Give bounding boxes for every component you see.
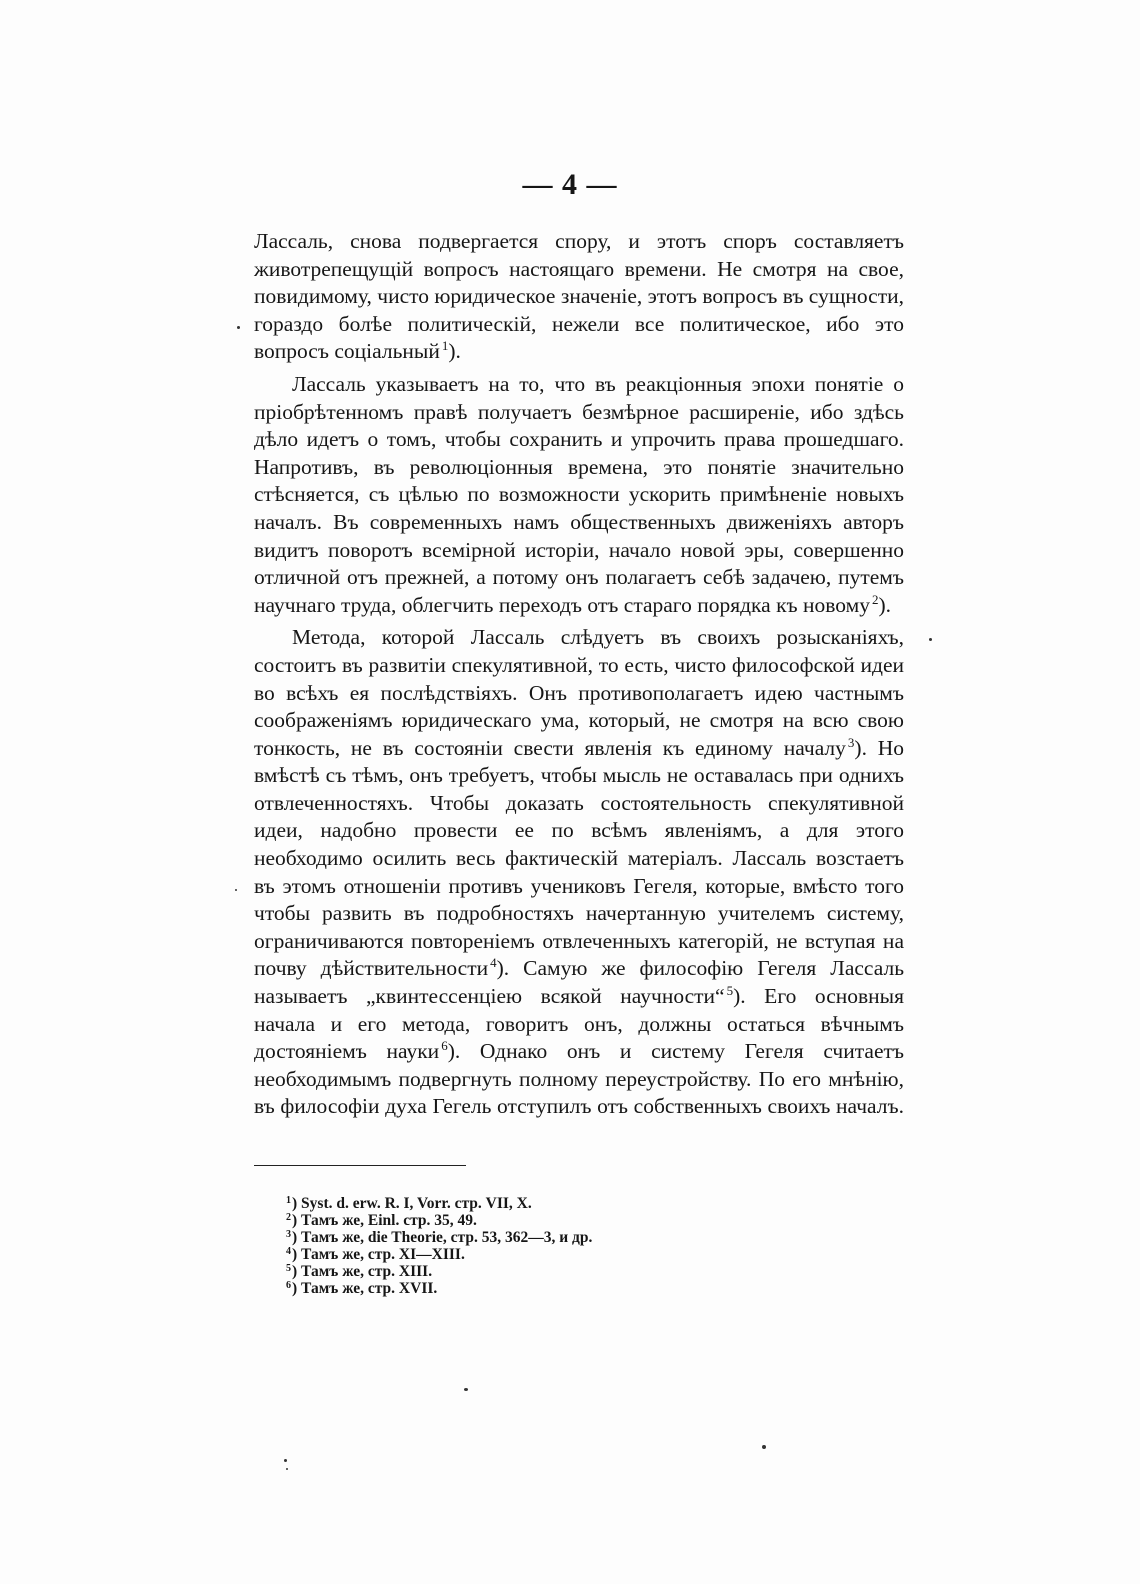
footnote-ref-6[interactable]: 6 (441, 1038, 448, 1054)
paragraph-3-part-e: ). Однако онъ и систему Гегеля считаетъ необходимымъ подвергнуть полному переустройству. По его мнѣнію, въ философіи духа Гегель отступилъ отъ собственныхъ своихъ началъ. (254, 1039, 905, 1119)
scan-speck (762, 1445, 766, 1449)
footnotes (286, 1195, 886, 1297)
paragraph-1-text: Лассаль, снова подвергается спору, и этотъ споръ составляетъ животрепещущій вопросъ настоящаго времени. Не смотря на свое, повидимому, чисто юридическое значеніе, этотъ вопросъ въ сущности, гораздо болѣе политическій, нежели все политическое, ибо это вопросъ соціальный (254, 229, 904, 364)
footnote-text: ) Тамъ же, стр. XIII. (292, 1263, 433, 1280)
paragraph-3 (254, 624, 904, 1121)
footnote-item (286, 1195, 886, 1212)
footnote-text: ) Тамъ же, Einl. стр. 35, 49. (292, 1212, 477, 1229)
footnote-item (286, 1263, 886, 1280)
footnote-text: ) Тамъ же, стр. XI—XIII. (292, 1246, 465, 1263)
footnote-mark: 5 (286, 1263, 291, 1274)
paragraph-2-tail: ). (878, 592, 892, 617)
footnote-item (286, 1280, 886, 1297)
scan-speck (235, 889, 237, 891)
footnote-text: ) Syst. d. erw. R. I, Vorr. стр. VII, X. (292, 1195, 532, 1212)
footnote-ref-1[interactable]: 1 (441, 338, 449, 354)
footnote-mark: 3 (286, 1229, 291, 1240)
page-number: — 4 — (522, 168, 618, 201)
footnote-ref-2[interactable]: 2 (871, 591, 879, 607)
main-text (254, 228, 904, 1126)
paragraph-3-part-a: Метода, которой Лассаль слѣдуетъ въ своихъ розысканіяхъ, состоитъ въ развитіи спекулятивной, то есть, чисто философской идеи во всѣхъ ея послѣдствіяхъ. Онъ противополагаетъ идею частнымъ соображеніямъ юридическаго ума, который, не смотря на всю свою тонкость, не въ состояніи свести явленія къ единому началу (254, 625, 904, 760)
paragraph-3-part-d: ). Его основныя начала и его метода, говоритъ онъ, должны остаться вѣчнымъ достояніемъ науки (254, 984, 904, 1064)
scan-speck (237, 326, 240, 329)
footnote-divider (254, 1165, 466, 1166)
paragraph-2 (254, 371, 904, 619)
paragraph-1-tail: ). (448, 339, 461, 364)
footnote-item (286, 1246, 886, 1263)
scan-speck (464, 1388, 468, 1391)
scan-speck (286, 1468, 288, 1470)
footnote-mark: 2 (286, 1212, 291, 1223)
footnote-ref-5[interactable]: 5 (726, 983, 734, 999)
paragraph-1 (254, 228, 904, 366)
footnote-mark: 4 (286, 1246, 291, 1257)
paragraph-3-part-c: ). Самую же философію Гегеля Лассаль называетъ „квинтессенціею всякой научности“ (254, 956, 904, 1009)
footnote-item (286, 1212, 886, 1229)
footnote-mark: 1 (286, 1195, 291, 1206)
footnote-ref-3[interactable]: 3 (847, 734, 855, 750)
paragraph-3-part-b: ). Но вмѣстѣ съ тѣмъ, онъ требуетъ, чтобы мысль не оставалась при однихъ отвлеченностяхъ. Чтобы доказать состоятельность спекулятивной идеи, надобно провести ее по всѣмъ явленіямъ, а для этого необходимо осилить весь фактическій матеріалъ. Лассаль возстаетъ въ этомъ отношеніи противъ учениковъ Гегеля, которые, вмѣсто того чтобы развить въ подробностяхъ начертанную учителемъ систему, ограничиваются повтореніемъ отвлеченныхъ категорій, не вступая на почву дѣйствительности (254, 735, 905, 981)
footnote-text: ) Тамъ же, стр. XVII. (292, 1280, 438, 1297)
footnote-item (286, 1229, 886, 1246)
scan-speck (284, 1459, 287, 1462)
footnote-mark: 6 (286, 1280, 291, 1291)
scan-speck (929, 638, 932, 641)
paragraph-2-text: Лассаль указываетъ на то, что въ реакціонныя эпохи понятіе о пріобрѣтенномъ правѣ получаетъ безмѣрное расширеніе, ибо здѣсь дѣло идетъ о томъ, чтобы сохранить и упрочить права прошедшаго. Напротивъ, въ революціонныя времена, это понятіе значительно стѣсняется, съ цѣлью по возможности ускорить примѣненіе новыхъ началъ. Въ современныхъ намъ общественныхъ движеніяхъ авторъ видитъ поворотъ всемірной исторіи, начало новой эры, совершенно отличной отъ прежней, а потому онъ полагаетъ себѣ задачею, путемъ научнаго труда, облегчить переходъ отъ стараго порядка къ новому (254, 371, 904, 617)
footnote-ref-4[interactable]: 4 (490, 955, 497, 971)
footnote-text: ) Тамъ же, die Theorie, стр. 53, 362—3, и др. (292, 1229, 593, 1246)
